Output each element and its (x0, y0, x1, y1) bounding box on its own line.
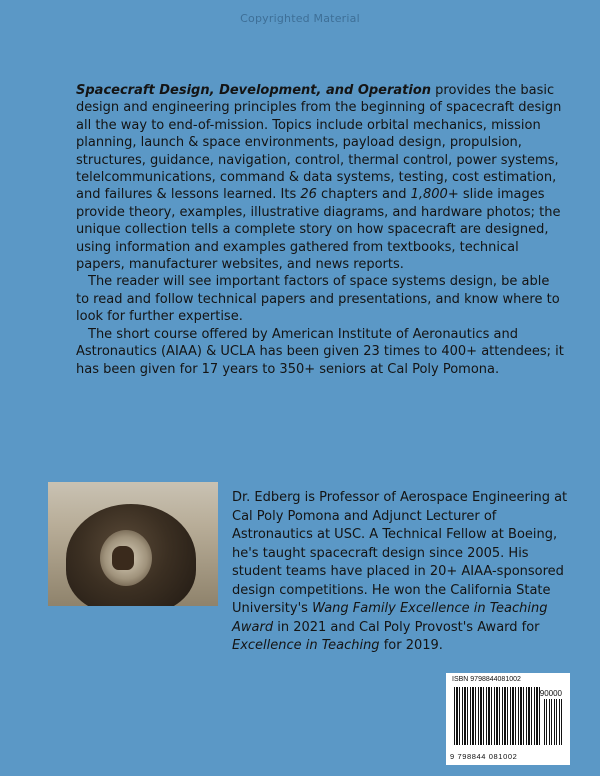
bio-text: for 2019. (379, 638, 443, 653)
chapter-count: 26 (300, 187, 317, 203)
description-text: chapters and (316, 187, 411, 203)
description-paragraph-2: The reader will see important factors of space systems design, be able to read and follow technical papers and presentations, and know where to look for further expertise. (76, 274, 560, 325)
barcode-box (446, 673, 570, 765)
price-code: 90000 (539, 689, 562, 698)
slide-count: 1,800+ (410, 187, 459, 203)
isbn-label: ISBN 9798844081002 (452, 676, 521, 683)
copyright-notice: Copyrighted Material (240, 12, 360, 25)
book-title: Spacecraft Design, Development, and Operation (76, 83, 432, 98)
bio-text: Dr. Edberg is Professor of Aerospace Engineering at Cal Poly Pomona and Adjunct Lecturer of Astronautics at USC. A Technical Fellow at Boeing, he's taught spacecraft design since 2005. His student teams have placed in 20+ AIAA-sponsored design competitions. He won the California State University's (232, 490, 568, 616)
author-photo (48, 482, 218, 606)
award-name-2: Excellence in Teaching (232, 638, 380, 653)
barcode-digits: 9 798844 081002 (450, 752, 518, 761)
author-bio (232, 489, 572, 656)
description-text: provides the basic design and engineering principles from the beginning of spacecraft design all the way to end-of-mission. Topics include orbital mechanics, mission planning, launch & space environments, payload design, propulsion, structures, guidance, navigation, control, thermal control, power systems, telelcommunications, command & data systems, testing, cost estimation, and failures & lessons learned. Its (76, 83, 562, 203)
bio-text: in 2021 and Cal Poly Provost's Award for (273, 619, 540, 635)
book-description (76, 82, 566, 378)
description-paragraph-3: The short course offered by American Institute of Aeronautics and Astronautics (AIAA) & UCLA has been given 23 times to 400+ attendees; it has been given for 17 years to 350+ seniors at Cal Poly Pomona. (76, 326, 564, 377)
price-barcode-bars (544, 699, 562, 745)
author-figure (112, 546, 134, 570)
barcode-bars (454, 687, 540, 745)
award-name-1: Wang Family Excellence in Teaching Award (232, 601, 548, 635)
description-paragraph-1 (76, 82, 566, 273)
description-text: slide images provide theory, examples, illustrative diagrams, and hardware photos; the unique collection tells a complete story on how spacecraft are designed, using information and examples gathered from textbooks, technical papers, manufacturer websites, and news reports. (76, 187, 561, 273)
